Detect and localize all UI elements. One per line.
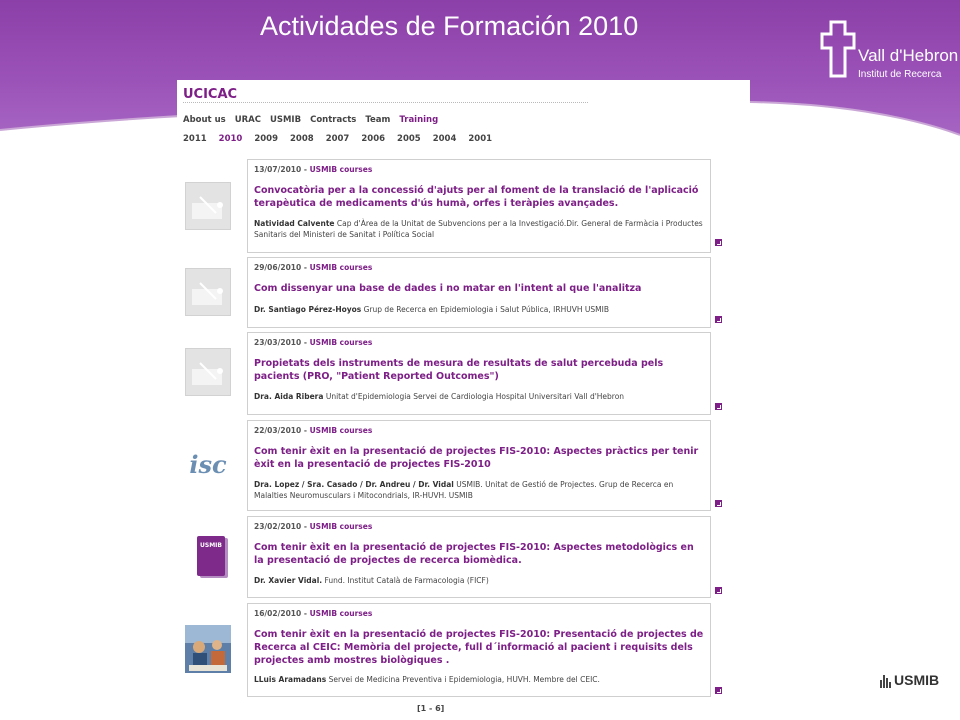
vall-hebron-cross-icon (820, 20, 856, 78)
course-title[interactable]: Com tenir èxit en la presentació de projectes FIS-2010: Presentació de projectes de Recerca al CEIC: Memòria del projecte, full d´informació al pacient i requisits dels projectes amb mostres biològiques . (254, 629, 704, 666)
year-filter (183, 132, 492, 146)
course-category[interactable]: USMIB courses (309, 609, 373, 618)
course-category[interactable]: USMIB courses (309, 426, 373, 435)
year-link[interactable]: 2008 (290, 134, 314, 144)
more-arrow-icon[interactable] (715, 316, 722, 323)
course-date: 13/07/2010 (254, 165, 302, 174)
website-page (177, 80, 750, 720)
course-date-line: 16/02/2010 - USMIB courses (254, 609, 373, 618)
more-arrow-icon[interactable] (715, 587, 722, 594)
logo-name: Vall d'Hebron (858, 46, 959, 65)
course-date-line: 23/02/2010 - USMIB courses (254, 522, 373, 531)
course-speaker: Dr. Santiago Pérez-Hoyos (254, 305, 362, 314)
course-date-line: 23/03/2010 - USMIB courses (254, 338, 373, 347)
course-card (247, 332, 711, 415)
course-affiliation: Grup de Recerca en Epidemiologia i Salut Pública, IRHUVH USMIB (363, 305, 609, 314)
year-link-active[interactable]: 2010 (218, 134, 243, 144)
course-date: 29/06/2010 (254, 263, 302, 272)
course-speaker-line (254, 575, 706, 586)
course-date: 16/02/2010 (254, 609, 302, 618)
more-arrow-icon[interactable] (715, 239, 722, 246)
brand-divider (183, 102, 588, 103)
year-link[interactable]: 2005 (397, 134, 421, 144)
course-title[interactable]: Com tenir èxit en la presentació de projectes FIS-2010: Aspectes metodològics en la presentació de projectes de recerca biomèdica. (254, 542, 694, 566)
course-category[interactable]: USMIB courses (309, 522, 373, 531)
course-title[interactable]: Com tenir èxit en la presentació de projectes FIS-2010: Aspectes pràctics per tenir èxit en la presentació de projectes FIS-2010 (254, 446, 699, 470)
course-card (247, 159, 711, 253)
course-card (247, 603, 711, 697)
isciii-logo-icon[interactable] (185, 445, 231, 493)
presentation-placeholder-icon[interactable] (185, 182, 231, 230)
year-link[interactable]: 2007 (325, 134, 350, 144)
nav-usmib[interactable]: USMIB (269, 115, 302, 125)
year-link[interactable]: 2001 (468, 134, 493, 144)
course-date: 22/03/2010 (254, 426, 302, 435)
course-speaker-line (254, 391, 706, 402)
course-category[interactable]: USMIB courses (309, 165, 373, 174)
course-speaker-line (254, 218, 706, 240)
course-affiliation: Cap d'Àrea de la Unitat de Subvencions per a la Investigació.Dir. General de Farmàcia i Productes Sanitaris del Ministeri de Sanitat i Política Social (254, 219, 703, 239)
course-speaker: LLuis Aramadans (254, 675, 327, 684)
usmib-book-icon[interactable] (185, 532, 231, 580)
course-speaker: Dr. Xavier Vidal. (254, 576, 323, 585)
more-arrow-icon[interactable] (715, 687, 722, 694)
course-speaker-line (254, 304, 706, 315)
year-link[interactable]: 2011 (183, 134, 207, 144)
isciii-logo-text: isc (189, 450, 227, 479)
nav-training[interactable]: Training (399, 115, 439, 125)
course-affiliation: Servei de Medicina Preventiva i Epidemiologia, HUVH. Membre del CEIC. (328, 675, 600, 684)
main-nav (183, 113, 438, 127)
nav-urac[interactable]: URAC (234, 115, 261, 125)
presentation-placeholder-icon[interactable] (185, 348, 231, 396)
course-title[interactable]: Com dissenyar una base de dades i no matar en l'intent al que l'analitza (254, 283, 642, 294)
photo-people-icon[interactable] (185, 625, 231, 673)
course-title[interactable]: Convocatòria per a la concessió d'ajuts per al foment de la translació de l'aplicació terapèutica de medicaments d'ús humà, orfes i teràpies avançades. (254, 185, 699, 209)
course-affiliation: Fund. Institut Català de Farmacologia (FICF) (324, 576, 489, 585)
more-arrow-icon[interactable] (715, 403, 722, 410)
course-title[interactable]: Propietats dels instruments de mesura de resultats de salut percebuda pels pacients (PRO, "Patient Reported Outcomes") (254, 358, 664, 382)
presentation-placeholder-icon[interactable] (185, 268, 231, 316)
slide-title: Actividades de Formación 2010 (260, 11, 639, 41)
usmib-book-label: USMIB (200, 542, 222, 549)
pagination[interactable]: [1 - 6] (417, 704, 445, 713)
course-affiliation: USMIB. Unitat de Gestió de Projectes. Grup de Recerca en Malalties Neuromusculars i Mitocondrials, IR-HUVH. USMIB (254, 480, 674, 500)
course-speaker: Dra. Aida Ribera (254, 392, 324, 401)
logo-subtitle: Institut de Recerca (858, 69, 942, 80)
course-date-line: 13/07/2010 - USMIB courses (254, 165, 373, 174)
course-card (247, 420, 711, 511)
course-card (247, 257, 711, 328)
course-speaker: Natividad Calvente (254, 219, 335, 228)
course-date-line: 22/03/2010 - USMIB courses (254, 426, 373, 435)
usmib-bars-icon (880, 674, 891, 688)
usmib-footer-logo (880, 670, 939, 688)
course-category[interactable]: USMIB courses (309, 263, 373, 272)
nav-team[interactable]: Team (365, 115, 391, 125)
nav-about-us[interactable]: About us (183, 115, 226, 125)
nav-contracts[interactable]: Contracts (310, 115, 357, 125)
course-date-line: 29/06/2010 - USMIB courses (254, 263, 373, 272)
year-link[interactable]: 2006 (361, 134, 386, 144)
course-date: 23/03/2010 (254, 338, 302, 347)
more-arrow-icon[interactable] (715, 500, 722, 507)
course-speaker-line (254, 479, 706, 501)
vall-hebron-logo (818, 18, 959, 84)
course-speaker-line (254, 674, 706, 685)
course-category[interactable]: USMIB courses (309, 338, 373, 347)
course-speaker: Dra. Lopez / Sra. Casado / Dr. Andreu / Dr. Vidal (254, 480, 454, 489)
year-link[interactable]: 2004 (432, 134, 457, 144)
usmib-logo-text: USMIB (894, 672, 940, 688)
course-card (247, 516, 711, 598)
year-link[interactable]: 2009 (254, 134, 279, 144)
course-date: 23/02/2010 (254, 522, 302, 531)
course-affiliation: Unitat d'Epidemiologia Servei de Cardiologia Hospital Universitari Vall d'Hebron (325, 392, 625, 401)
site-brand[interactable]: UCICAC (183, 87, 238, 102)
